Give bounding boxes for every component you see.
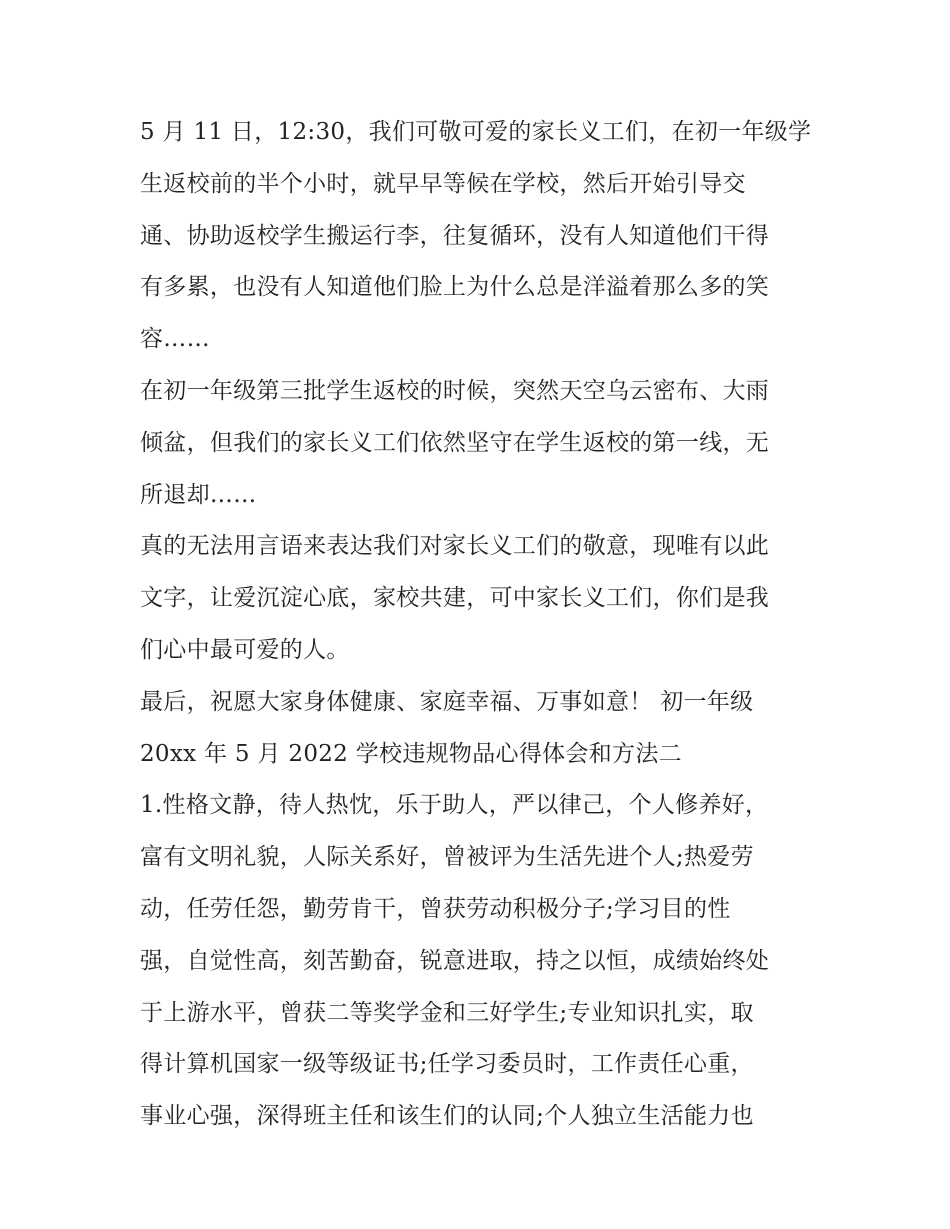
text-line-13: 20xx 年 5 月 2022 学校违规物品心得体会和方法二 — [140, 740, 682, 767]
text-line-9: 真的无法用言语来表达我们对家长义工们的敬意，现唯有以此 — [140, 533, 770, 560]
text-line-10: 文字，让爱沉淀心底，家校共建，可中家长义工们，你们是我 — [140, 585, 770, 612]
text-line-2: 生返校前的半个小时，就早早等候在学校，然后开始引导交 — [140, 170, 746, 197]
text-line-15: 富有文明礼貌，人际关系好，曾被评为生活先进个人;热爱劳 — [140, 844, 754, 871]
text-line-17: 强，自觉性高，刻苦勤奋，锐意进取，持之以恒，成绩始终处 — [140, 947, 770, 974]
text-line-6: 在初一年级第三批学生返校的时候，突然天空乌云密布、大雨 — [140, 377, 770, 404]
text-line-11: 们心中最可爱的人。 — [140, 636, 350, 663]
document-body — [140, 107, 820, 1143]
text-line-4: 有多累，也没有人知道他们脸上为什么总是洋溢着那么多的笑 — [140, 274, 770, 301]
text-line-12: 最后，祝愿大家身体健康、家庭幸福、万事如意！ 初一年级 — [140, 688, 754, 715]
text-line-7: 倾盆，但我们的家长义工们依然坚守在学生返校的第一线，无 — [140, 429, 770, 456]
text-line-20: 事业心强，深得班主任和该生们的认同;个人独立生活能力也 — [140, 1103, 754, 1130]
text-line-16: 动，任劳任怨，勤劳肯干，曾获劳动积极分子;学习目的性 — [140, 895, 731, 922]
text-line-18: 于上游水平，曾获二等奖学金和三好学生;专业知识扎实，取 — [140, 999, 754, 1026]
text-line-19: 得计算机国家一级等级证书;任学习委员时，工作责任心重， — [140, 1051, 754, 1078]
text-line-3: 通、协助返校学生搬运行李，往复循环，没有人知道他们干得 — [140, 222, 770, 249]
text-line-5: 容…… — [140, 326, 210, 353]
text-line-14: 1.性格文静，待人热忱，乐于助人，严以律己，个人修养好， — [140, 792, 769, 819]
text-line-1: 5 月 11 日，12:30，我们可敬可爱的家长义工们，在初一年级学 — [140, 119, 812, 145]
text-line-8: 所退却…… — [140, 481, 257, 508]
